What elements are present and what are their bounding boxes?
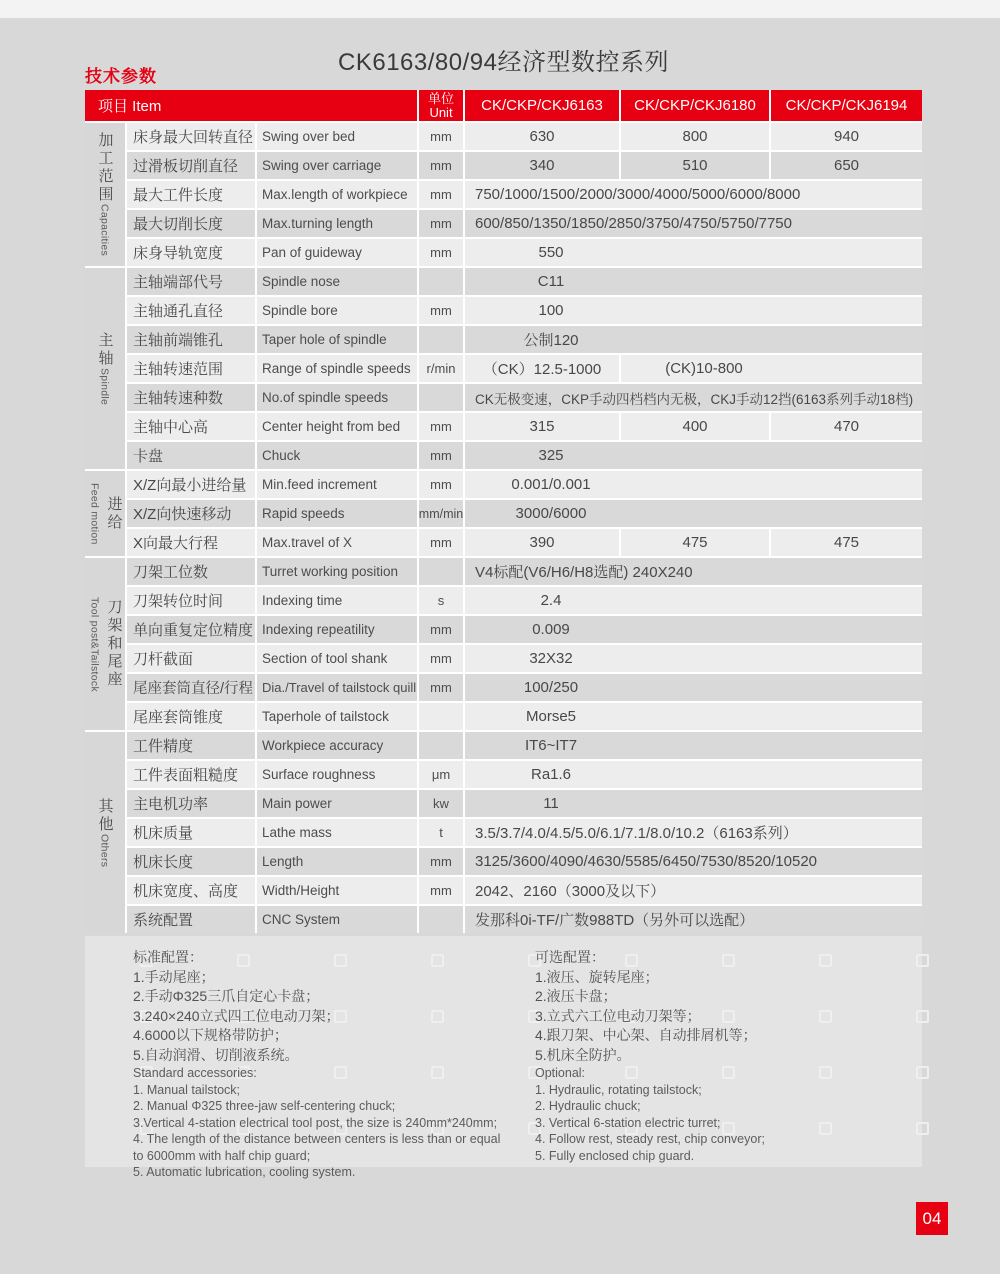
spec-unit <box>419 732 463 759</box>
spec-label-cn: X/Z向最小进给量 <box>127 471 255 498</box>
spec-label-en: Width/Height <box>257 877 417 904</box>
optional-config-item-cn: 5.机床全防护。 <box>535 1046 631 1063</box>
watermark-square-icon <box>916 954 929 967</box>
spec-label-en: Indexing repeatility <box>257 616 417 643</box>
spec-unit <box>419 268 463 295</box>
category-feed-motion <box>85 471 125 556</box>
spec-value-merged: 750/1000/1500/2000/3000/4000/5000/6000/8000 <box>465 181 922 208</box>
spec-label-en: Dia./Travel of tailstock quill <box>257 674 417 701</box>
spec-value-model-2: 800 <box>621 123 769 150</box>
page-title: CK6163/80/94经济型数控系列 <box>338 49 669 76</box>
spec-label-cn: 过滑板切削直径 <box>127 152 255 179</box>
spec-label-cn: 刀架转位时间 <box>127 587 255 614</box>
page-number-badge: 04 <box>916 1202 948 1235</box>
spec-unit: mm <box>419 181 463 208</box>
spec-label-en: Max.length of workpiece <box>257 181 417 208</box>
spec-label-en: CNC System <box>257 906 417 933</box>
standard-config-list-cn <box>133 968 505 1066</box>
spec-label-en: Swing over carriage <box>257 152 417 179</box>
spec-value-merged: V4标配(V6/H6/H8选配) 240X240 <box>465 558 922 585</box>
spec-unit: mm <box>419 877 463 904</box>
category-label-cn: 主轴 <box>96 331 114 368</box>
header-model-3: CK/CKP/CKJ6194 <box>771 90 922 121</box>
category-label-cn: 加工范围 <box>96 132 114 205</box>
spec-value-model-1: 390 <box>465 529 619 556</box>
spec-label-cn: X/Z向快速移动 <box>127 500 255 527</box>
header-item: 项目 Item <box>85 90 417 121</box>
spec-value-model-2: 475 <box>621 529 769 556</box>
spec-value-model-3: 940 <box>771 123 922 150</box>
spec-label-cn: 刀架工位数 <box>127 558 255 585</box>
spec-label-cn: 单向重复定位精度 <box>127 616 255 643</box>
spec-label-cn: 卡盘 <box>127 442 255 469</box>
spec-value-merged: C11 <box>465 268 922 295</box>
spec-unit: mm <box>419 210 463 237</box>
optional-config-list-cn <box>535 968 905 1066</box>
accessories-panel <box>85 936 922 1179</box>
optional-config-title-cn: 可选配置： <box>535 949 605 965</box>
spec-value-model-3: 650 <box>771 152 922 179</box>
spec-unit: mm <box>419 239 463 266</box>
spec-value-merged: 600/850/1350/1850/2850/3750/4750/5750/7750 <box>465 210 922 237</box>
section-label-tech-params: 技术参数 <box>85 67 157 86</box>
spec-unit <box>419 558 463 585</box>
optional-accessories-title-en: Optional: <box>535 1066 586 1080</box>
spec-value-merged: 公制120 <box>465 326 922 353</box>
spec-unit: t <box>419 819 463 846</box>
spec-value-merged: 550 <box>465 239 922 266</box>
optional-config-item-cn: 4.跟刀架、中心架、自动排屑机等； <box>535 1027 757 1043</box>
header-unit: 单位 Unit <box>419 90 463 121</box>
standard-accessories-block <box>133 948 505 1181</box>
spec-value-merged: Morse5 <box>465 703 922 730</box>
spec-unit: mm <box>419 152 463 179</box>
spec-label-en: No.of spindle speeds <box>257 384 417 411</box>
spec-value-merged: 发那科0i-TF/广数988TD（另外可以选配） <box>465 906 922 933</box>
category-label-en: Spindle <box>98 367 111 406</box>
spec-label-cn: 主轴转速种数 <box>127 384 255 411</box>
spec-value-merged: 32X32 <box>465 645 922 672</box>
spec-label-cn: 尾座套筒锥度 <box>127 703 255 730</box>
optional-accessory-item-en: 3. Vertical 6-station electric turret; <box>535 1115 721 1130</box>
spec-value-merged: 0.009 <box>465 616 922 643</box>
spec-unit <box>419 906 463 933</box>
spec-label-en: Max.turning length <box>257 210 417 237</box>
spec-label-en: Lathe mass <box>257 819 417 846</box>
category-label-en: Capacities <box>98 204 111 257</box>
spec-unit: mm <box>419 123 463 150</box>
spec-unit: mm <box>419 471 463 498</box>
standard-accessory-item-en: 3.Vertical 4-station electrical tool post, the size is 240mm*240mm; <box>133 1115 498 1130</box>
spec-label-en: Center height from bed <box>257 413 417 440</box>
spec-value-merged: 3000/6000 <box>465 500 922 527</box>
spec-label-cn: 床身导轨宽度 <box>127 239 255 266</box>
spec-value-merged: IT6~IT7 <box>465 732 922 759</box>
category-tool-post-tailstock <box>85 558 125 730</box>
category-label-en: Tool post&Tailstock <box>88 596 101 692</box>
category-others <box>85 732 125 933</box>
optional-accessory-item-en: 4. Follow rest, steady rest, chip conveyor; <box>535 1132 765 1146</box>
spec-value-merged: 2042、2160（3000及以下） <box>465 877 922 904</box>
category-label-cn: 其他 <box>96 797 114 834</box>
spec-label-cn: 主轴前端锥孔 <box>127 326 255 353</box>
spec-unit: mm <box>419 297 463 324</box>
optional-accessory-item-en: 1. Hydraulic, rotating tailstock; <box>535 1082 702 1097</box>
spec-label-en: Chuck <box>257 442 417 469</box>
spec-label-cn: 主轴中心高 <box>127 413 255 440</box>
category-label-en: Feed motion <box>88 482 101 545</box>
spec-label-en: Spindle bore <box>257 297 417 324</box>
spec-unit <box>419 326 463 353</box>
watermark-square-icon <box>916 1122 929 1135</box>
standard-accessories-list-en <box>133 1082 505 1181</box>
spec-label-cn: 床身最大回转直径 <box>127 123 255 150</box>
spec-table <box>85 90 922 933</box>
spec-label-cn: 主电机功率 <box>127 790 255 817</box>
spec-value-merged: 2.4 <box>465 587 922 614</box>
category-label-cn: 进给 <box>105 495 123 532</box>
optional-config-item-cn: 3.立式六工位电动刀架等； <box>535 1007 701 1024</box>
spec-value-model-1: 630 <box>465 123 619 150</box>
spec-value-merged: 100 <box>465 297 922 324</box>
spec-value-merged: 325 <box>465 442 922 469</box>
spec-value-model-3: 475 <box>771 529 922 556</box>
spec-unit: r/min <box>419 355 463 382</box>
spec-value-merged: CK无极变速，CKP手动四档档内无极，CKJ手动12挡(6163系列手动18档) <box>465 384 922 411</box>
header-model-1: CK/CKP/CKJ6163 <box>465 90 619 121</box>
spec-label-en: Section of tool shank <box>257 645 417 672</box>
optional-accessory-item-en: 5. Fully enclosed chip guard. <box>535 1148 695 1163</box>
watermark-square-icon <box>916 1010 929 1023</box>
spec-label-en: Rapid speeds <box>257 500 417 527</box>
spec-label-en: Spindle nose <box>257 268 417 295</box>
spec-label-cn: 系统配置 <box>127 906 255 933</box>
spec-value-merged: (CK)10-800 <box>621 355 922 382</box>
spec-unit: mm <box>419 674 463 701</box>
standard-config-item-cn: 1.手动尾座； <box>133 968 215 985</box>
standard-config-item-cn: 4.6000以下规格带防护； <box>133 1027 288 1043</box>
spec-label-en: Turret working position <box>257 558 417 585</box>
spec-label-cn: 工件表面粗糙度 <box>127 761 255 788</box>
spec-value-model-3: 470 <box>771 413 922 440</box>
spec-unit: mm <box>419 413 463 440</box>
spec-unit: mm <box>419 529 463 556</box>
spec-value-merged: 3.5/3.7/4.0/4.5/5.0/6.1/7.1/8.0/10.2（6163系列） <box>465 819 922 846</box>
optional-accessory-item-en: 2. Hydraulic chuck; <box>535 1099 641 1113</box>
standard-accessory-item-en: 2. Manual Φ325 three-jaw self-centering chuck; <box>133 1099 396 1113</box>
spec-label-en: Min.feed increment <box>257 471 417 498</box>
category-label-en: Others <box>98 833 111 868</box>
spec-unit: mm <box>419 442 463 469</box>
spec-unit: kw <box>419 790 463 817</box>
spec-value-model-1: 340 <box>465 152 619 179</box>
spec-unit: s <box>419 587 463 614</box>
spec-value-merged: 3125/3600/4090/4630/5585/6450/7530/8520/10520 <box>465 848 922 875</box>
spec-unit: mm <box>419 848 463 875</box>
spec-label-en: Pan of guideway <box>257 239 417 266</box>
standard-config-item-cn: 3.240×240立式四工位电动刀架； <box>133 1007 340 1024</box>
spec-unit <box>419 703 463 730</box>
spec-label-en: Taper hole of spindle <box>257 326 417 353</box>
spec-label-en: Length <box>257 848 417 875</box>
spec-unit: mm/min <box>419 500 463 527</box>
spec-value-model-1: （CK）12.5-1000 <box>465 355 619 382</box>
spec-label-en: Max.travel of X <box>257 529 417 556</box>
category-label-cn: 刀架和尾座 <box>105 599 123 689</box>
spec-value-model-1: 315 <box>465 413 619 440</box>
spec-label-cn: 主轴通孔直径 <box>127 297 255 324</box>
category-capacities <box>85 123 125 266</box>
spec-label-en: Surface roughness <box>257 761 417 788</box>
spec-label-cn: 最大工件长度 <box>127 181 255 208</box>
spec-label-cn: X向最大行程 <box>127 529 255 556</box>
spec-label-en: Workpiece accuracy <box>257 732 417 759</box>
spec-value-merged: 100/250 <box>465 674 922 701</box>
optional-config-item-cn: 1.液压、旋转尾座； <box>535 968 659 985</box>
spec-value-merged: 11 <box>465 790 922 817</box>
standard-accessory-item-en: 5. Automatic lubrication, cooling system. <box>133 1165 356 1179</box>
spec-unit: μm <box>419 761 463 788</box>
spec-label-cn: 刀杆截面 <box>127 645 255 672</box>
spec-label-en: Taperhole of tailstock <box>257 703 417 730</box>
standard-accessory-item-en: 4. The length of the distance between centers is less than or equal to 6000mm with half chip guard; <box>133 1132 501 1163</box>
standard-config-item-cn: 2.手动Φ325三爪自定心卡盘； <box>133 988 320 1004</box>
spec-label-cn: 工件精度 <box>127 732 255 759</box>
spec-label-en: Swing over bed <box>257 123 417 150</box>
spec-label-cn: 最大切削长度 <box>127 210 255 237</box>
optional-config-item-cn: 2.液压卡盘； <box>535 988 617 1004</box>
spec-label-cn: 机床长度 <box>127 848 255 875</box>
spec-unit: mm <box>419 616 463 643</box>
spec-value-merged: 0.001/0.001 <box>465 471 922 498</box>
optional-accessories-list-en <box>535 1082 905 1165</box>
spec-label-cn: 主轴端部代号 <box>127 268 255 295</box>
standard-config-title-cn: 标准配置： <box>133 949 203 965</box>
watermark-square-icon <box>916 1066 929 1079</box>
spec-label-en: Indexing time <box>257 587 417 614</box>
spec-label-en: Main power <box>257 790 417 817</box>
spec-label-en: Range of spindle speeds <box>257 355 417 382</box>
spec-value-model-2: 510 <box>621 152 769 179</box>
top-strip <box>0 0 1000 18</box>
standard-accessories-title-en: Standard accessories: <box>133 1066 257 1080</box>
spec-label-cn: 机床宽度、高度 <box>127 877 255 904</box>
standard-accessory-item-en: 1. Manual tailstock; <box>133 1082 240 1097</box>
standard-config-item-cn: 5.自动润滑、切削液系统。 <box>133 1046 299 1063</box>
spec-label-cn: 主轴转速范围 <box>127 355 255 382</box>
spec-label-cn: 机床质量 <box>127 819 255 846</box>
spec-value-merged: Ra1.6 <box>465 761 922 788</box>
spec-unit <box>419 384 463 411</box>
spec-value-model-2: 400 <box>621 413 769 440</box>
spec-unit: mm <box>419 645 463 672</box>
optional-accessories-block <box>535 948 905 1164</box>
header-model-2: CK/CKP/CKJ6180 <box>621 90 769 121</box>
spec-label-cn: 尾座套筒直径/行程 <box>127 674 255 701</box>
category-spindle <box>85 268 125 469</box>
